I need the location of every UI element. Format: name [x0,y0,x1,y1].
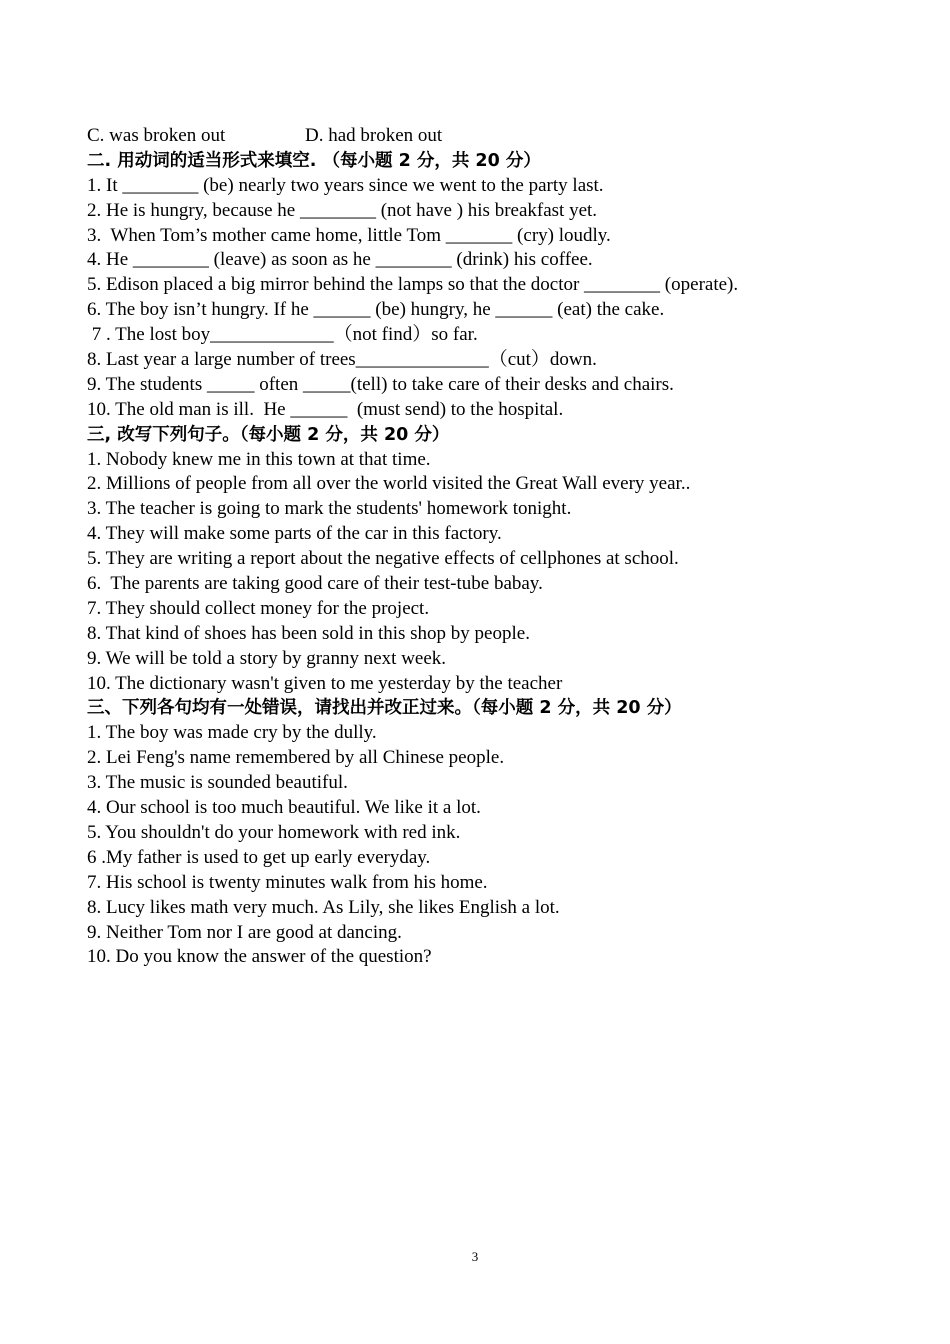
section-correct-errors-list [87,721,887,970]
list-item: 10. Do you know the answer of the question? [87,946,432,968]
list-item: 2. Lei Feng's name remembered by all Chinese people. [87,747,505,769]
options-line [87,124,887,149]
list-item: 3. When Tom’s mother came home, little Tom _______ (cry) loudly. [87,224,611,246]
list-item: 3. The teacher is going to mark the students' homework tonight. [87,498,572,520]
list-item: 9. Neither Tom nor I are good at dancing. [87,921,402,943]
list-item: 8. Lucy likes math very much. As Lily, she likes English a lot. [87,896,560,918]
page-content [87,124,887,970]
list-item: 7. They should collect money for the project. [87,597,430,619]
option-c: C. was broken out [87,125,226,146]
list-item: 9. The students _____ often _____(tell) to take care of their desks and chairs. [87,373,674,395]
list-item: 6 .My father is used to get up early everyday. [87,846,431,868]
list-item: 1. It ________ (be) nearly two years since we went to the party last. [87,174,604,196]
list-item: 6. The parents are taking good care of their test-tube babay. [87,573,543,595]
section-fill-verbs-heading: 二. 用动词的适当形式来填空. （每小题 2 分，共 20 分） [87,150,541,171]
list-item: 8. That kind of shoes has been sold in this shop by people. [87,622,530,644]
list-item: 4. Our school is too much beautiful. We like it a lot. [87,797,481,819]
list-item: 5. You shouldn't do your homework with red ink. [87,821,461,843]
list-item: 10. The dictionary wasn't given to me yesterday by the teacher [87,672,563,694]
list-item: 8. Last year a large number of trees______________（cut）down. [87,349,597,371]
list-item: 6. The boy isn’t hungry. If he ______ (be) hungry, he ______ (eat) the cake. [87,299,665,321]
list-item: 1. Nobody knew me in this town at that time. [87,448,431,470]
list-item: 7 . The lost boy_____________（not find）so far. [87,324,478,346]
list-item: 5. Edison placed a big mirror behind the lamps so that the doctor ________ (operate). [87,274,739,296]
list-item: 4. They will make some parts of the car in this factory. [87,523,502,545]
section-correct-errors-heading: 三、下列各句均有一处错误，请找出并改正过来。（每小题 2 分，共 20 分） [87,698,682,719]
list-item: 7. His school is twenty minutes walk from his home. [87,871,488,893]
list-item: 9. We will be told a story by granny next week. [87,647,447,669]
list-item: 3. The music is sounded beautiful. [87,772,348,794]
list-item: 10. The old man is ill. He ______ (must send) to the hospital. [87,398,564,420]
list-item: 2. Millions of people from all over the world visited the Great Wall every year.. [87,473,691,495]
list-item: 1. The boy was made cry by the dully. [87,722,377,744]
list-item: 2. He is hungry, because he ________ (not have ) his breakfast yet. [87,199,598,221]
page-number: 3 [471,1249,479,1264]
section-fill-verbs-list [87,174,887,423]
section-rewrite-list [87,448,887,697]
option-d: D. had broken out [305,125,443,146]
list-item: 4. He ________ (leave) as soon as he ________ (drink) his coffee. [87,249,593,271]
section-rewrite-heading: 三, 改写下列句子。（每小题 2 分，共 20 分） [87,424,450,445]
list-item: 5. They are writing a report about the negative effects of cellphones at school. [87,548,679,570]
